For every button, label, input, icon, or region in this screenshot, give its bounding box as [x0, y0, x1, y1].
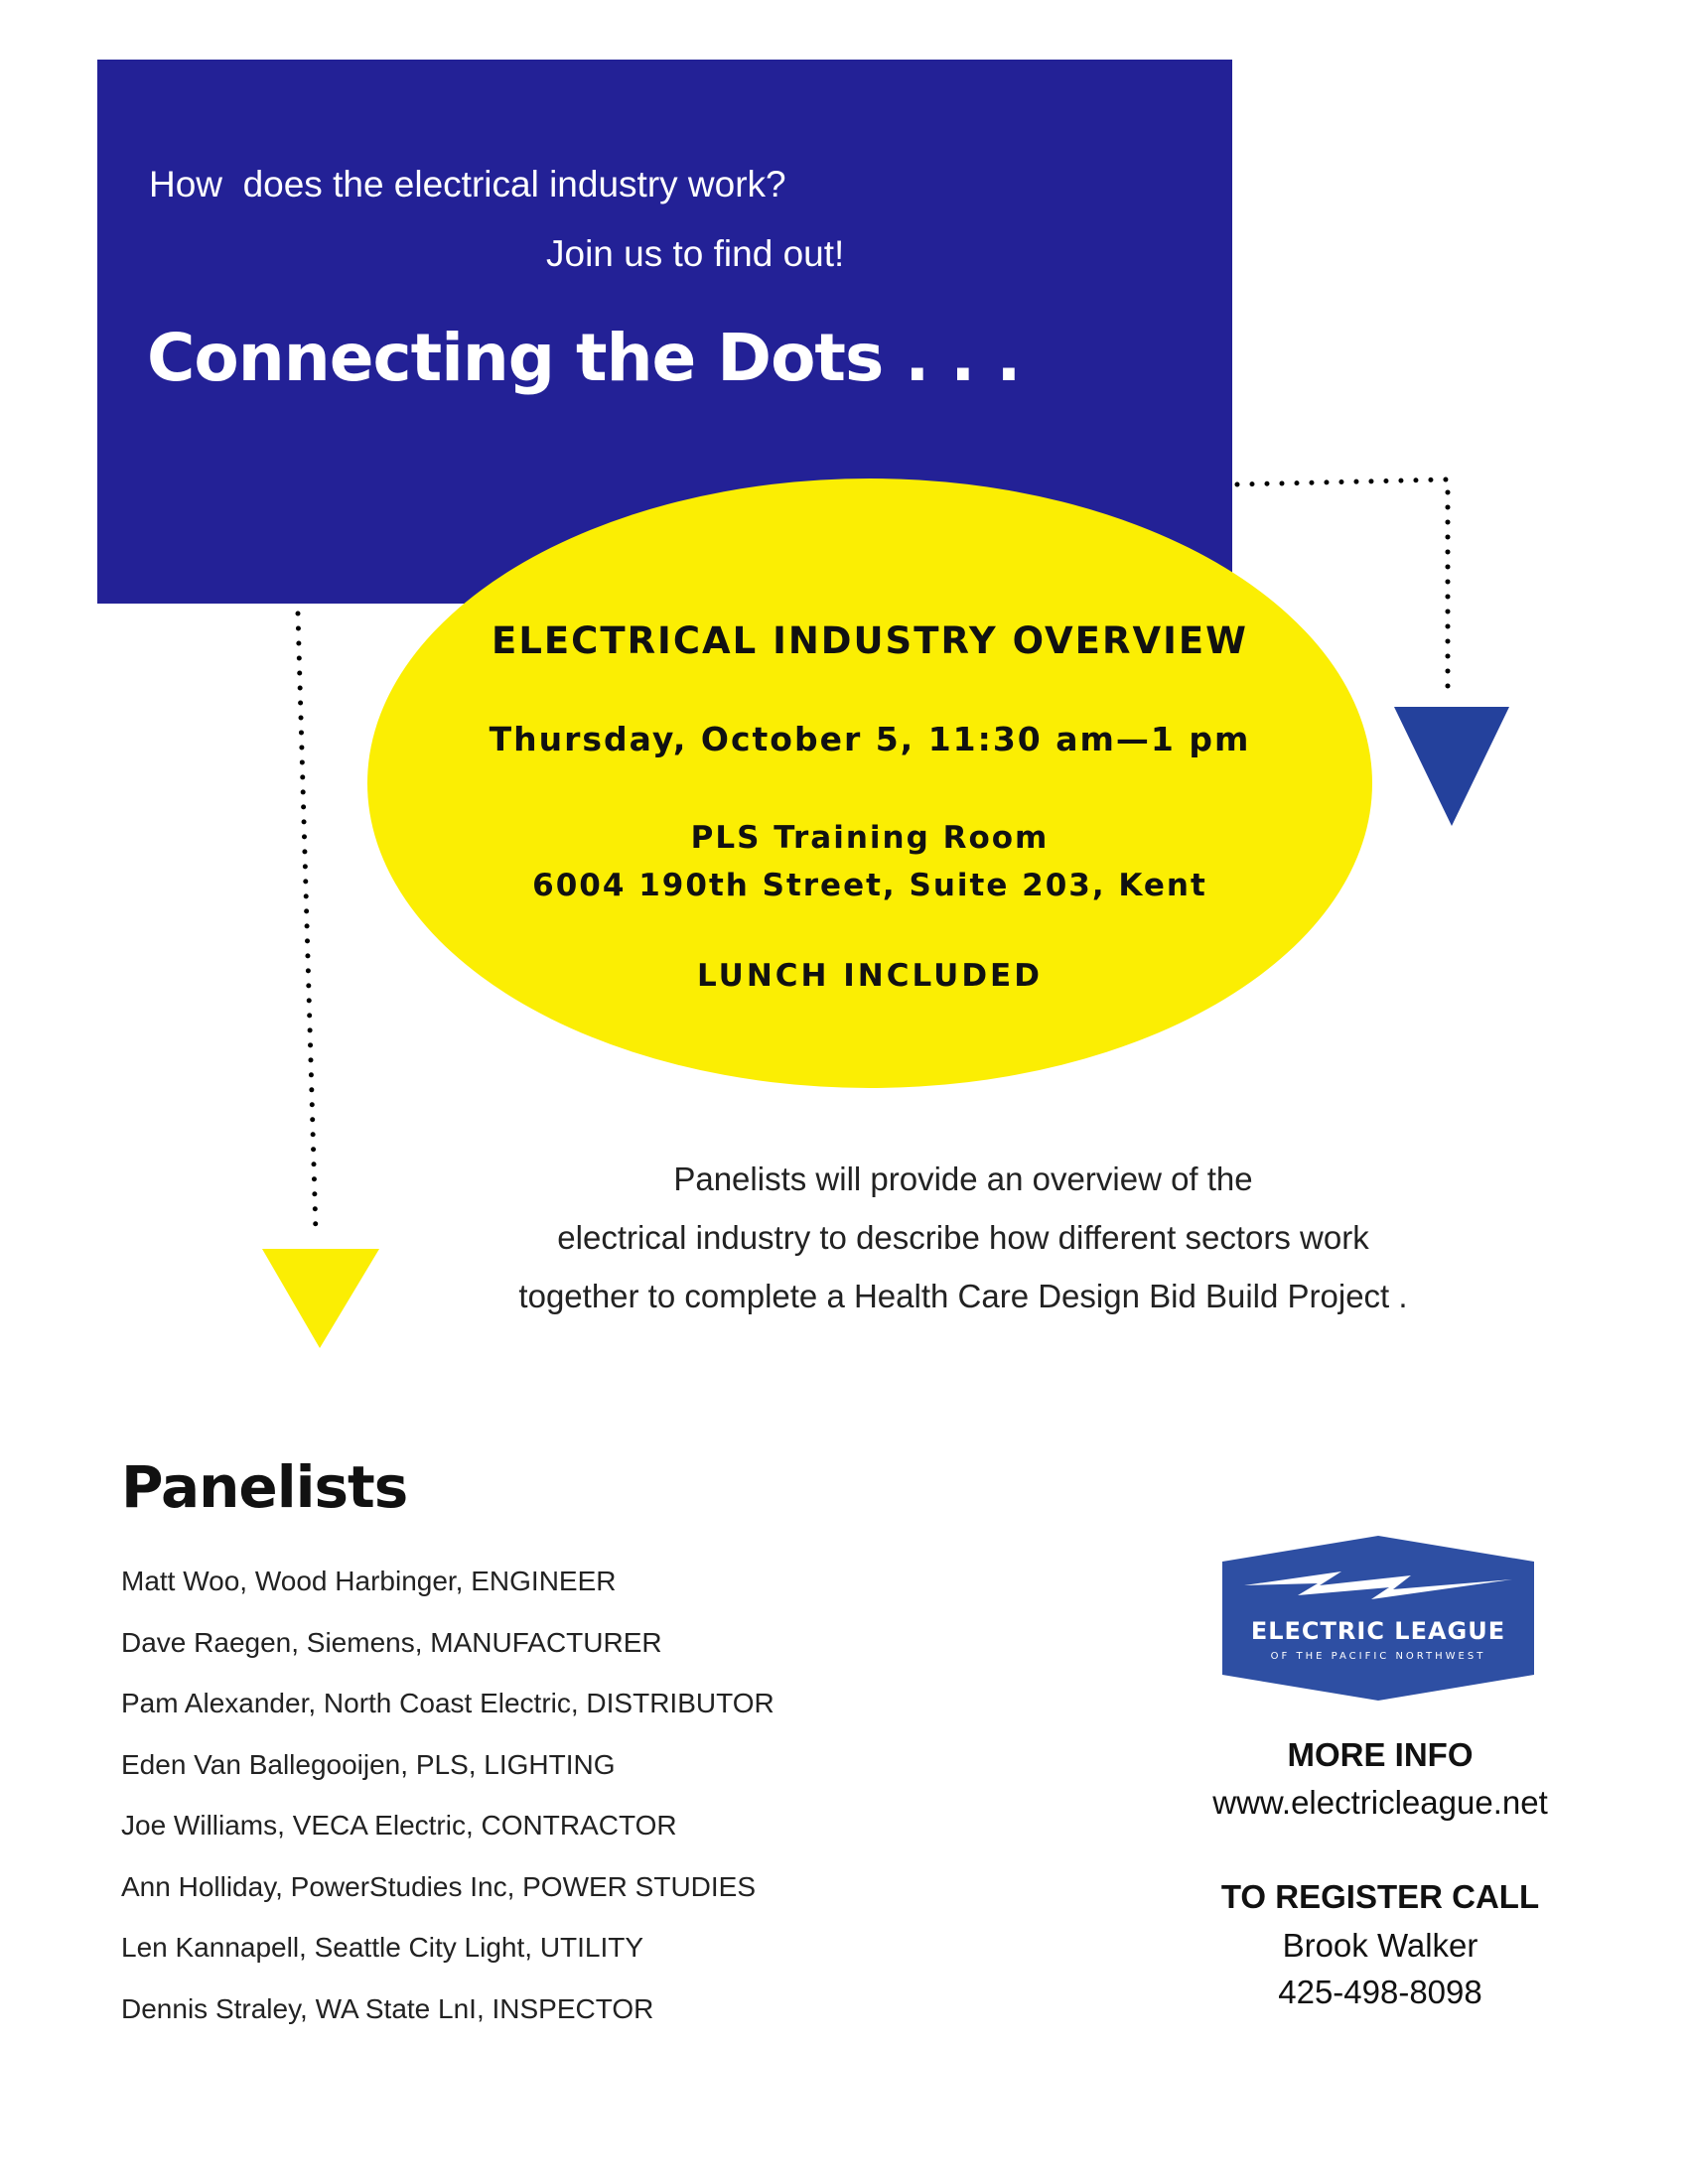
event-location [367, 814, 1372, 909]
panelist-item: Pam Alexander, North Coast Electric, DISTRIBUTOR [121, 1688, 774, 1718]
register-phone[interactable]: 425-498-8098 [1278, 1974, 1482, 2010]
event-venue: PLS Training Room [690, 820, 1050, 856]
electric-league-logo [1222, 1536, 1534, 1701]
event-heading: ELECTRICAL INDUSTRY OVERVIEW [492, 619, 1248, 662]
panelist-item: Joe Williams, VECA Electric, CONTRACTOR [121, 1810, 677, 1841]
event-date-time: Thursday, October 5, 11:30 am—1 pm [489, 720, 1251, 758]
register-heading: TO REGISTER CALL [1220, 1878, 1540, 1915]
panelist-list [121, 1566, 774, 2054]
description-line: electrical industry to describe how different sectors work [557, 1219, 1369, 1256]
panelist-item: Ann Holliday, PowerStudies Inc, POWER STUDIES [121, 1870, 757, 1902]
page-title: Connecting the Dots . . . [147, 320, 1021, 396]
intro-question: How does the electrical industry work? [149, 164, 786, 205]
panelist-item: Dave Raegen, Siemens, MANUFACTURER [121, 1626, 662, 1658]
description-line: Panelists will provide an overview of the [673, 1160, 1253, 1197]
dotted-line-left [298, 614, 316, 1233]
panelist-item: Eden Van Ballegooijen, PLS, LIGHTING [121, 1748, 616, 1780]
panelist-item: Matt Woo, Wood Harbinger, ENGINEER [121, 1566, 617, 1596]
logo-tagline: OF THE PACIFIC NORTHWEST [1270, 1651, 1486, 1662]
more-info-heading: MORE INFO [1287, 1736, 1474, 1773]
yellow-down-arrow [262, 1249, 379, 1348]
logo-name: ELECTRIC LEAGUE [1250, 1617, 1506, 1645]
panelist-item: Len Kannapell, Seattle City Light, UTILITY [121, 1932, 644, 1963]
event-description [417, 1150, 1509, 1325]
more-info-link[interactable]: www.electricleague.net [1212, 1784, 1548, 1821]
blue-down-arrow [1394, 707, 1509, 826]
panelist-item: Dennis Straley, WA State LnI, INSPECTOR [121, 1992, 654, 2024]
event-address: 6004 190th Street, Suite 203, Kent [532, 868, 1207, 903]
event-lunch: LUNCH INCLUDED [697, 958, 1043, 994]
description-line: together to complete a Health Care Design Bid Build Project . [518, 1278, 1408, 1314]
register-contact-name: Brook Walker [1282, 1927, 1478, 1964]
intro-invite: Join us to find out! [546, 233, 845, 274]
event-ellipse [367, 478, 1372, 1088]
panelists-heading: Panelists [121, 1453, 408, 1521]
